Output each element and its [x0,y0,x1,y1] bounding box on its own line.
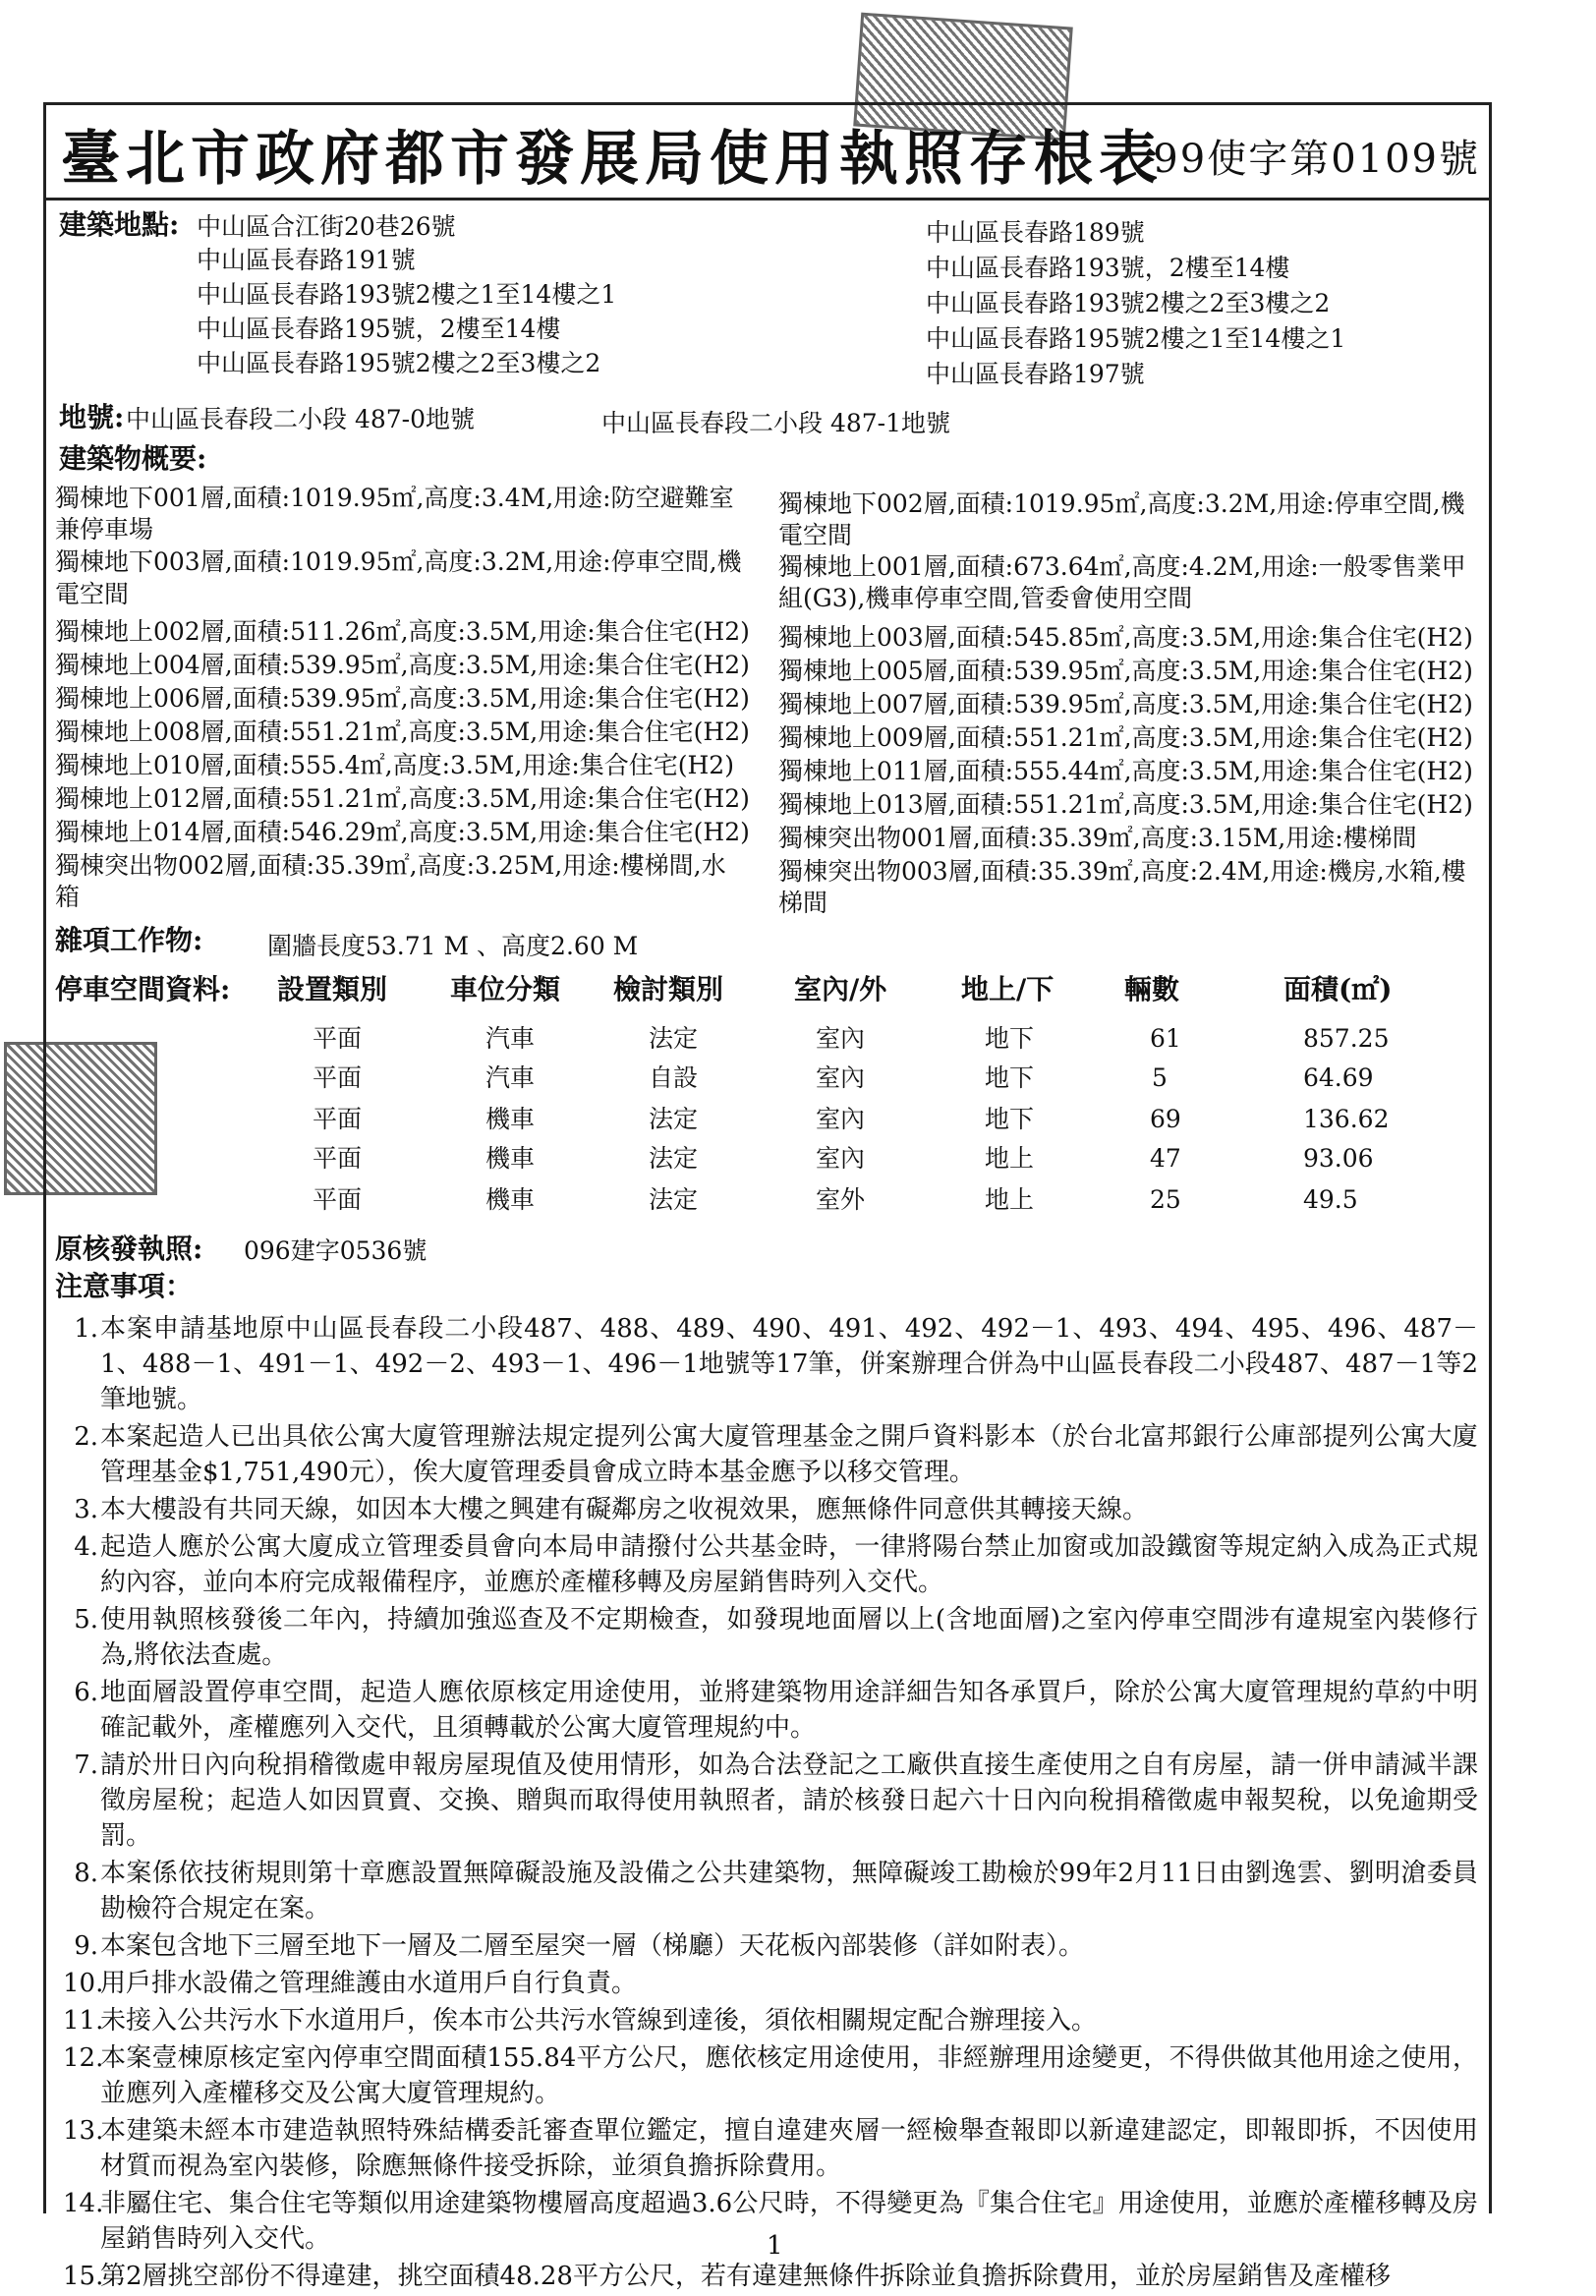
location-item: 中山區長春路193號，2樓至14樓 [926,254,1290,282]
parking-header: 室內/外 [794,973,887,1005]
note-text: 本大樓設有共同天線，如因本大樓之興建有礙鄰房之收視效果，應無條件同意供其轉接天線。 [100,1495,1149,1524]
misc-label: 雜項工作物: [55,924,203,956]
parking-cell: 室內 [816,1024,866,1053]
lot-value: 中山區長春段二小段 487-0地號 [126,405,476,433]
building-floor-line: 獨棟地上011層,面積:555.44㎡,高度:3.5M,用途:集合住宅(H2) [778,757,1473,785]
parking-cell: 法定 [649,1105,699,1133]
parking-label: 停車空間資料: [55,973,231,1005]
notes-label: 注意事項： [55,1270,194,1302]
note-number: 4. [74,1532,98,1562]
note-text: 起造人應於公寓大廈成立管理委員會向本局申請撥付公共基金時，一律將陽台禁止加窗或加設鐵窗等規定納入成為正式規約內容，並向本府完成報備程序，並應於產權移轉及房屋銷售時列入交代。 [100,1532,1478,1597]
parking-cell: 47 [1150,1144,1181,1173]
parking-cell: 機車 [485,1144,536,1173]
note-text: 本案係依技術規則第十章應設置無障礙設施及設備之公共建築物，無障礙竣工勘檢於99年2月11日由劉逸雲、劉明滄委員勘檢符合規定在案。 [100,1859,1478,1923]
document-title: 臺北市政府都市發展局使用執照存根表 [61,125,1164,194]
note-text: 非屬住宅、集合住宅等類似用途建築物樓層高度超過3.6公尺時，不得變更為『集合住宅』用途使用，並應於產權移轉及房屋銷售時列入交代。 [100,2189,1478,2254]
note-number: 3. [74,1495,98,1524]
note-item [63,1928,1478,1964]
note-text: 用戶排水設備之管理維護由水道用戶自行負責。 [100,1969,638,1998]
note-item [63,1529,1478,1600]
parking-cell: 5 [1152,1063,1168,1092]
building-floor-line: 獨棟突出物001層,面積:35.39㎡,高度:3.15M,用途:樓梯間 [778,824,1417,852]
location-item: 中山區長春路191號 [197,246,416,274]
note-number: 12. [63,2043,104,2073]
note-text: 本案包含地下三層至地下一層及二層至屋突一層（梯廳）天花板內部裝修（詳如附表）。 [100,1931,1085,1961]
location-item: 中山區長春路195號，2樓至14樓 [197,315,561,343]
parking-header: 輛數 [1124,973,1180,1005]
note-text: 使用執照核發後二年內，持續加強巡查及不定期檢查，如發現地面層以上(含地面層)之室內停車空間涉有違規室內裝修行為,將依法查處。 [100,1605,1478,1670]
location-item: 中山區合江街20巷26號 [197,212,456,241]
note-item [63,1311,1478,1417]
building-floor-line: 獨棟地上012層,面積:551.21㎡,高度:3.5M,用途:集合住宅(H2) [55,784,750,813]
parking-cell: 汽車 [485,1063,536,1092]
building-floor-line: 獨棟地上002層,面積:511.26㎡,高度:3.5M,用途:集合住宅(H2) [55,617,750,646]
building-floor-line: 獨棟突出物003層,面積:35.39㎡,高度:2.4M,用途:機房,水箱,樓 [778,857,1466,886]
parking-header: 面積(㎡) [1283,973,1393,1005]
parking-header: 檢討類別 [613,973,724,1005]
page-number: 1 [767,2231,783,2261]
location-item: 中山區長春路195號2樓之1至14樓之1 [926,324,1346,353]
parking-cell: 857.25 [1303,1024,1390,1053]
parking-cell: 地下 [985,1024,1035,1053]
note-number: 11. [63,2006,104,2036]
building-floor-line: 電空間 [55,580,130,608]
note-number: 14. [63,2189,104,2218]
parking-cell: 平面 [313,1144,363,1173]
building-floor-line: 獨棟地上010層,面積:555.4㎡,高度:3.5M,用途:集合住宅(H2) [55,751,734,779]
note-number: 9. [74,1931,98,1961]
building-floor-line: 獨棟地下002層,面積:1019.95㎡,高度:3.2M,用途:停車空間,機 [778,489,1465,518]
building-floor-line: 梯間 [778,889,828,917]
building-floor-line: 獨棟地上014層,面積:546.29㎡,高度:3.5M,用途:集合住宅(H2) [55,818,750,846]
lot-value: 中山區長春段二小段 487-1地號 [601,409,951,437]
note-item [63,2003,1478,2038]
building-floor-line: 兼停車場 [55,515,154,544]
parking-cell: 機車 [485,1105,536,1133]
parking-cell: 64.69 [1303,1063,1374,1092]
note-text: 本案申請基地原中山區長春段二小段487、488、489、490、491、492、492－1、493、494、495、496、487－1、488－1、491－1、492－2、493－1、496－1地號等17筆，併案辦理合併為中山區長春段二小段487、487－1等2筆地號。 [100,1314,1478,1414]
note-text: 請於卅日內向稅捐稽徵處申報房屋現值及使用情形，如為合法登記之工廠供直接生產使用之自有房屋，請一併申請減半課徵房屋稅；起造人如因買賣、交換、贈與而取得使用執照者，請於核發日起六十日內向稅捐稽徵處申報契稅，以免逾期受罰。 [100,1751,1478,1851]
note-number: 8. [74,1859,98,1888]
original-permit-value: 096建字0536號 [244,1236,428,1265]
parking-cell: 地上 [985,1144,1035,1173]
parking-header: 車位分類 [450,973,561,1005]
parking-cell: 地上 [985,1185,1035,1214]
note-item [63,2113,1478,2184]
note-text: 本案起造人已出具依公寓大廈管理辦法規定提列公寓大廈管理基金之開戶資料影本（於台北富邦銀行公庫部提列公寓大廈管理基金$1,751,490元），俟大廈管理委員會成立時本基金應予以移交管理。 [100,1422,1478,1487]
original-permit-label: 原核發執照: [55,1233,203,1265]
building-floor-line: 獨棟地上005層,面積:539.95㎡,高度:3.5M,用途:集合住宅(H2) [778,657,1473,685]
parking-cell: 機車 [485,1185,536,1214]
note-number: 15. [63,2262,104,2291]
building-floor-line: 獨棟地上003層,面積:545.85㎡,高度:3.5M,用途:集合住宅(H2) [778,623,1473,652]
parking-cell: 法定 [649,1144,699,1173]
note-number: 13. [63,2116,104,2146]
note-item [63,1492,1478,1527]
note-number: 5. [74,1605,98,1635]
parking-cell: 25 [1150,1185,1181,1214]
parking-cell: 平面 [313,1024,363,1053]
building-floor-line: 獨棟地上001層,面積:673.64㎡,高度:4.2M,用途:一般零售業甲 [778,552,1466,581]
location-item: 中山區長春路193號2樓之2至3樓之2 [926,289,1331,317]
parking-cell: 69 [1150,1105,1181,1133]
note-text: 本案壹棟原核定室內停車空間面積155.84平方公尺，應依核定用途使用，非經辦理用途變更，不得供做其他用途之使用，並應列入產權移交及公寓大廈管理規約。 [100,2043,1478,2108]
parking-cell: 室外 [816,1185,866,1214]
misc-value: 圍牆長度53.71 M 、高度2.60 M [267,932,639,960]
note-item [63,1748,1478,1854]
note-item [63,1602,1478,1673]
note-number: 6. [74,1678,98,1707]
parking-cell: 室內 [816,1105,866,1133]
building-label: 建築物概要: [59,442,207,475]
parking-cell: 平面 [313,1185,363,1214]
parking-cell: 地下 [985,1105,1035,1133]
parking-cell: 地下 [985,1063,1035,1092]
building-floor-line: 組(G3),機車停車空間,管委會使用空間 [778,584,1193,612]
note-number: 1. [74,1314,98,1344]
note-text: 第2層挑空部份不得違建，挑空面積48.28平方公尺，若有違建無條件拆除並負擔拆除費用，並於房屋銷售及產權移 [100,2262,1391,2291]
parking-cell: 法定 [649,1185,699,1214]
note-number: 2. [74,1422,98,1452]
parking-header: 地上/下 [961,973,1054,1005]
parking-cell: 室內 [816,1063,866,1092]
building-floor-line: 箱 [55,883,81,911]
building-floor-line: 獨棟地上006層,面積:539.95㎡,高度:3.5M,用途:集合住宅(H2) [55,684,750,713]
note-item [63,2040,1478,2111]
note-item [63,1966,1478,2001]
note-number: 10. [63,1969,104,1998]
building-floor-line: 獨棟地上009層,面積:551.21㎡,高度:3.5M,用途:集合住宅(H2) [778,723,1473,752]
title-row [43,102,1492,201]
note-item [63,1675,1478,1746]
building-floor-line: 獨棟地上008層,面積:551.21㎡,高度:3.5M,用途:集合住宅(H2) [55,718,750,746]
parking-cell: 49.5 [1303,1185,1358,1214]
note-number: 7. [74,1751,98,1780]
building-floor-line: 獨棟地下001層,面積:1019.95㎡,高度:3.4M,用途:防空避難室 [55,484,734,512]
parking-cell: 136.62 [1303,1105,1390,1133]
parking-cell: 法定 [649,1024,699,1053]
location-item: 中山區長春路193號2樓之1至14樓之1 [197,280,617,309]
note-text: 未接入公共污水下水道用戶，俟本市公共污水管線到達後，須依相關規定配合辦理接入。 [100,2006,1098,2036]
parking-cell: 平面 [313,1063,363,1092]
building-floor-line: 電空間 [778,521,853,549]
location-item: 中山區長春路197號 [926,360,1145,388]
note-text: 本建築未經本市建造執照特殊結構委託審查單位鑑定，擅自違建夾層一經檢舉查報即以新違建認定，即報即拆，不因使用材質而視為室內裝修，除應無條件接受拆除，並須負擔拆除費用。 [100,2116,1478,2181]
location-item: 中山區長春路195號2樓之2至3樓之2 [197,349,601,377]
parking-cell: 平面 [313,1105,363,1133]
building-floor-line: 獨棟地上004層,面積:539.95㎡,高度:3.5M,用途:集合住宅(H2) [55,651,750,679]
note-text: 地面層設置停車空間，起造人應依原核定用途使用，並將建築物用途詳細告知各承買戶，除於公寓大廈管理規約草約中明確記載外，產權應列入交代，且須轉載於公寓大廈管理規約中。 [100,1678,1478,1743]
parking-header: 設置類別 [277,973,388,1005]
parking-cell: 室內 [816,1144,866,1173]
parking-cell: 61 [1150,1024,1181,1053]
building-floor-line: 獨棟地上007層,面積:539.95㎡,高度:3.5M,用途:集合住宅(H2) [778,690,1473,718]
building-floor-line: 獨棟地上013層,面積:551.21㎡,高度:3.5M,用途:集合住宅(H2) [778,790,1473,819]
note-item [63,2259,1478,2294]
location-label: 建築地點: [59,208,180,241]
parking-cell: 汽車 [485,1024,536,1053]
building-floor-line: 獨棟地下003層,面積:1019.95㎡,高度:3.2M,用途:停車空間,機 [55,547,742,576]
permit-number: 99使字第0109號 [1153,137,1480,182]
parking-cell: 自設 [649,1063,699,1092]
note-item [63,1856,1478,1926]
location-item: 中山區長春路189號 [926,218,1145,247]
building-floor-line: 獨棟突出物002層,面積:35.39㎡,高度:3.25M,用途:樓梯間,水 [55,851,726,880]
lot-label: 地號: [59,401,125,433]
parking-cell: 93.06 [1303,1144,1374,1173]
notes-list [63,1311,1478,2296]
note-item [63,1419,1478,1490]
